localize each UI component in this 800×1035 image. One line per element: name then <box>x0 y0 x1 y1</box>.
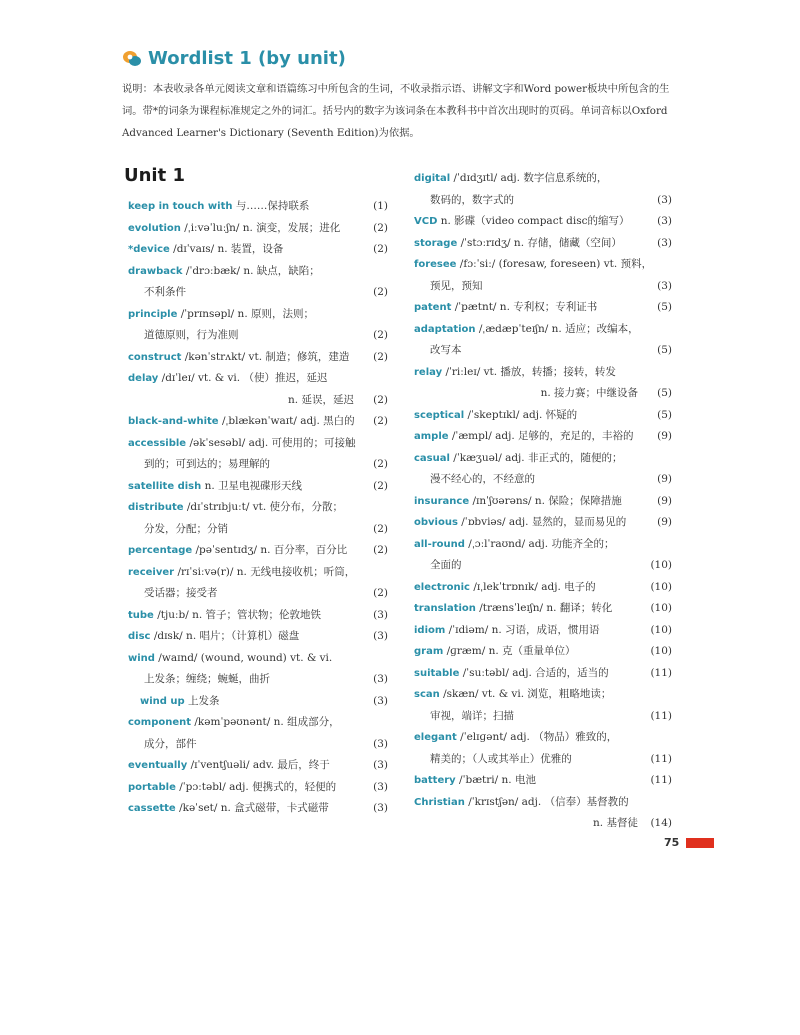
page-ref: (2) <box>373 243 388 255</box>
entry-first-line <box>128 605 388 627</box>
definition-text: 不利条件 <box>144 286 186 298</box>
page-ref: (14) <box>650 817 672 829</box>
entry-first-line <box>128 304 388 326</box>
definition-text: /kənˈstrʌkt/ vt. 制造；修筑，建造 <box>184 350 350 363</box>
page-ref: (5) <box>657 408 672 421</box>
entry-first-line <box>128 648 388 670</box>
word-entry <box>414 168 672 211</box>
definition-text: /ˌædæpˈteɪʃn/ n. 适应；改编本， <box>478 322 639 335</box>
headword: component <box>128 717 192 728</box>
definition-text: /kəmˈpəʊnənt/ n. 组成部分， <box>194 716 340 728</box>
definition-text: /ˈpætnt/ n. 专利权；专利证书 <box>454 301 598 313</box>
word-entry <box>414 770 672 792</box>
entry-first-line <box>414 362 672 384</box>
headword: VCD <box>414 216 438 227</box>
word-entry <box>414 512 672 534</box>
definition-text: 数码的，数字式的 <box>430 193 514 206</box>
page-ref: (9) <box>657 473 672 485</box>
entry-first-line <box>414 512 672 534</box>
unit-heading: Unit 1 <box>124 165 185 186</box>
word-entry <box>128 777 388 799</box>
entry-first-line <box>128 691 388 713</box>
definition-text: /ˈkrɪstʃən/ adj. （信奉）基督教的 <box>468 795 629 808</box>
definition-text: 上发条 <box>188 694 220 707</box>
headword: gram <box>414 646 444 657</box>
entry-first-line <box>414 426 672 448</box>
page-ref: (10) <box>650 559 672 571</box>
definition-text: n. 影碟（video compact disc的缩写） <box>440 215 630 227</box>
page-title <box>122 48 346 69</box>
word-entry <box>414 362 672 405</box>
headword: all-round <box>414 538 465 550</box>
word-entry <box>128 476 388 498</box>
entry-first-line <box>414 319 672 341</box>
entry-first-line <box>128 368 388 390</box>
headword: delay <box>128 373 159 384</box>
definition-text: /ɪˈventʃuəli/ adv. 最后，终于 <box>190 759 330 771</box>
word-entry <box>128 648 388 691</box>
definition-text: 受话器；接受者 <box>144 587 218 599</box>
page-ref: (3) <box>373 694 388 707</box>
headword: Christian <box>414 796 465 808</box>
definition-text: 预见，预知 <box>430 279 483 292</box>
entry-first-line <box>128 626 388 648</box>
headword: eventually <box>128 760 188 771</box>
entry-first-line <box>128 476 388 498</box>
definition-text: /ˌblækənˈwaɪt/ adj. 黑白的 <box>221 415 355 427</box>
page-ref: (5) <box>657 387 672 399</box>
entry-continuation-line <box>414 190 672 212</box>
page-marker-bar <box>686 838 714 848</box>
headword: *device <box>128 244 170 255</box>
definition-text: /ˌɔːlˈraʊnd/ adj. 功能齐全的； <box>468 537 615 550</box>
definition-text: /ɪˌlekˈtrɒnɪk/ adj. 电子的 <box>473 580 596 593</box>
entry-first-line <box>128 347 388 369</box>
entry-first-line <box>128 433 388 455</box>
word-entry <box>128 497 388 540</box>
definition-text: /ˈæmpl/ adj. 足够的，充足的，丰裕的 <box>451 430 634 442</box>
headword: principle <box>128 308 178 320</box>
headword: storage <box>414 237 458 249</box>
page-ref: (9) <box>657 430 672 442</box>
entry-continuation-line <box>128 734 388 756</box>
word-entry <box>128 304 388 347</box>
headword: obvious <box>414 517 458 528</box>
word-entry <box>414 641 672 663</box>
definition-text: /rɪˈsiːvə(r)/ n. 无线电接收机；听筒， <box>177 565 356 578</box>
definition-text: /fɔːˈsiː/ (foresaw, foreseen) vt. 预料， <box>459 258 653 270</box>
definition-text: /tjuːb/ n. 管子；管状物；伦敦地铁 <box>157 608 322 621</box>
entry-first-line <box>414 211 672 233</box>
definition-text: /ˈstɔːrɪdʒ/ n. 存储，储藏（空间） <box>460 236 622 249</box>
headword: black-and-white <box>128 416 219 427</box>
entry-continuation-line <box>414 555 672 577</box>
word-entry <box>414 620 672 642</box>
headword: foresee <box>414 259 457 270</box>
headword: elegant <box>414 732 457 743</box>
entry-first-line <box>128 196 388 218</box>
definition-text: /ˈskeptɪkl/ adj. 怀疑的 <box>467 408 578 421</box>
headword: relay <box>414 366 443 378</box>
entry-first-line <box>414 620 672 642</box>
headword: wind up <box>140 695 185 707</box>
word-entry <box>414 491 672 513</box>
entry-continuation-line <box>128 390 388 412</box>
definition-text: 漫不经心的，不经意的 <box>430 473 535 485</box>
word-entry <box>128 261 388 304</box>
definition-text: /ˈdɪdʒɪtl/ adj. 数字信息系统的， <box>453 172 608 184</box>
headword: digital <box>414 173 451 184</box>
page-ref: (3) <box>657 279 672 292</box>
headword: scan <box>414 689 440 700</box>
word-entry <box>414 727 672 770</box>
entry-first-line <box>414 641 672 663</box>
page-ref: (2) <box>373 329 388 341</box>
definition-text: n. 基督徒 <box>593 817 638 829</box>
entry-first-line <box>128 218 388 240</box>
definition-text: /ˈprɪnsəpl/ n. 原则，法则； <box>180 307 314 320</box>
word-entry <box>414 684 672 727</box>
word-entry <box>414 598 672 620</box>
page-ref: (3) <box>373 802 388 814</box>
headword: cassette <box>128 803 176 814</box>
headword: portable <box>128 781 176 793</box>
entry-continuation-line <box>128 669 388 691</box>
headword: percentage <box>128 545 193 556</box>
entry-continuation-line <box>128 519 388 541</box>
definition-text: 分发，分配；分销 <box>144 522 228 535</box>
page-ref: (2) <box>373 286 388 298</box>
headword: satellite dish <box>128 480 202 492</box>
definition-text: /skæn/ vt. & vi. 浏览，粗略地读； <box>443 688 612 700</box>
page-ref: (3) <box>373 608 388 621</box>
entry-first-line <box>128 755 388 777</box>
entry-first-line <box>128 712 388 734</box>
entry-first-line <box>414 168 672 190</box>
word-entry <box>414 254 672 297</box>
definition-text: /ˌiːvəˈluːʃn/ n. 演变，发展；进化 <box>184 221 341 234</box>
headword: wind <box>128 652 155 664</box>
headword: disc <box>128 631 151 642</box>
definition-text: 与……保持联系 <box>235 200 310 212</box>
page-ref: (11) <box>650 709 672 722</box>
definition-text: /əkˈsesəbl/ adj. 可使用的；可接触 <box>189 436 356 449</box>
entry-first-line <box>128 261 388 283</box>
headword: casual <box>414 452 450 464</box>
entry-continuation-line <box>414 276 672 298</box>
page-ref: (2) <box>373 458 388 470</box>
entry-first-line <box>414 491 672 513</box>
definition-text: /ˈpɔːtəbl/ adj. 便携式的，轻便的 <box>179 780 337 793</box>
entry-continuation-line <box>128 282 388 304</box>
definition-text: /ɪnˈʃʊərəns/ n. 保险；保障措施 <box>472 494 622 507</box>
definition-text: 精美的；（人或其举止）优雅的 <box>430 752 572 765</box>
entry-continuation-line <box>128 325 388 347</box>
word-entry <box>128 562 388 605</box>
definition-text: /ˈbætri/ n. 电池 <box>459 774 536 786</box>
page-ref: (3) <box>373 780 388 793</box>
headword: keep in touch with <box>128 201 233 212</box>
word-entry <box>128 712 388 755</box>
page-ref: (11) <box>650 774 672 786</box>
entry-continuation-line <box>414 706 672 728</box>
entry-continuation-line <box>128 454 388 476</box>
definition-text: /kəˈset/ n. 盒式磁带，卡式磁带 <box>179 802 329 814</box>
word-entry <box>128 626 388 648</box>
page-ref: (9) <box>657 516 672 528</box>
entry-first-line <box>128 497 388 519</box>
page-ref: (5) <box>657 301 672 313</box>
page-ref: (3) <box>373 737 388 750</box>
entry-first-line <box>414 534 672 556</box>
headword: adaptation <box>414 323 476 335</box>
word-entry <box>414 534 672 577</box>
page-ref: (2) <box>373 221 388 234</box>
headword: construct <box>128 351 182 363</box>
page-ref: (2) <box>373 393 388 406</box>
headword: electronic <box>414 581 470 593</box>
word-entry <box>414 426 672 448</box>
definition-text: 全面的 <box>430 559 462 571</box>
word-entry <box>128 540 388 562</box>
entry-first-line <box>414 663 672 685</box>
page-number: 75 <box>664 836 680 849</box>
entry-continuation-line <box>414 813 672 835</box>
definition-text: /waɪnd/ (wound, wound) vt. & vi. <box>158 651 333 664</box>
entry-continuation-line <box>414 469 672 491</box>
entry-continuation-line <box>414 383 672 405</box>
definition-text: /dɪˈleɪ/ vt. & vi. （使）推迟，延迟 <box>161 372 328 384</box>
word-entry <box>414 448 672 491</box>
headword: drawback <box>128 265 183 277</box>
definition-text: /ˈɒbviəs/ adj. 显然的，显而易见的 <box>461 516 627 528</box>
word-entry <box>128 239 388 261</box>
word-entry <box>128 218 388 240</box>
headword: accessible <box>128 437 187 449</box>
headword: evolution <box>128 222 181 234</box>
page-ref: (2) <box>373 350 388 363</box>
definition-text: /dɪˈstrɪbjuːt/ vt. 使分布，分散； <box>186 501 344 513</box>
word-entry <box>414 663 672 685</box>
page-ref: (11) <box>650 666 672 679</box>
definition-text: /dɪsk/ n. 唱片；（计算机）磁盘 <box>153 630 300 642</box>
entry-first-line <box>414 727 672 749</box>
headword: patent <box>414 302 452 313</box>
page-ref: (11) <box>650 752 672 765</box>
word-entry <box>128 433 388 476</box>
entry-first-line <box>414 792 672 814</box>
wordlist-right-column <box>414 168 672 835</box>
definition-text: 道德原则，行为准则 <box>144 329 239 341</box>
word-entry <box>414 319 672 362</box>
entry-first-line <box>414 598 672 620</box>
headword: translation <box>414 603 476 614</box>
word-entry <box>414 405 672 427</box>
entry-first-line <box>414 448 672 470</box>
entry-first-line <box>128 562 388 584</box>
headword: idiom <box>414 624 446 636</box>
page-ref: (3) <box>657 236 672 249</box>
page-ref: (3) <box>657 215 672 227</box>
entry-first-line <box>414 684 672 706</box>
entry-first-line <box>414 297 672 319</box>
word-entry <box>414 233 672 255</box>
page-ref: (10) <box>650 623 672 636</box>
definition-text: /pəˈsentɪdʒ/ n. 百分率，百分比 <box>195 544 348 556</box>
entry-first-line <box>414 577 672 599</box>
page-ref: (2) <box>373 415 388 427</box>
headword: ample <box>414 431 449 442</box>
headword: suitable <box>414 667 460 679</box>
entry-continuation-line <box>128 583 388 605</box>
definition-text: 成分，部件 <box>144 737 197 750</box>
entry-first-line <box>128 798 388 820</box>
word-entry <box>414 211 672 233</box>
definition-text: /dɪˈvaɪs/ n. 装置，设备 <box>173 243 284 255</box>
definition-text: /ɡræm/ n. 克（重量单位） <box>446 645 576 657</box>
page-ref: (10) <box>650 580 672 593</box>
definition-text: /ˈkæʒuəl/ adj. 非正式的，随便的； <box>453 451 623 464</box>
page-ref: (10) <box>650 602 672 614</box>
page-ref: (3) <box>657 193 672 206</box>
headword: insurance <box>414 495 470 507</box>
title-text: Wordlist 1 (by unit) <box>148 48 346 69</box>
entry-first-line <box>414 405 672 427</box>
definition-text: /ˈelɪɡənt/ adj. （物品）雅致的， <box>460 731 618 743</box>
headword: distribute <box>128 502 184 513</box>
page-ref: (3) <box>373 673 388 685</box>
entry-first-line <box>128 239 388 261</box>
page-ref: (1) <box>373 200 388 212</box>
page-ref: (5) <box>657 344 672 356</box>
word-entry <box>414 297 672 319</box>
definition-text: /trænsˈleɪʃn/ n. 翻译；转化 <box>479 602 613 614</box>
speech-bubble-icon <box>122 49 142 69</box>
page-ref: (3) <box>373 630 388 642</box>
word-entry <box>128 798 388 820</box>
word-entry <box>128 347 388 369</box>
page-ref: (2) <box>373 587 388 599</box>
intro-note: 说明：本表收录各单元阅读文章和语篇练习中所包含的生词，不收录指示语、讲解文字和Word power板块中所包含的生词。带*的词条为课程标准规定之外的词汇。括号内的数字为该词条在本教科书中首次出现时的页码。单词音标以Oxford Advanced Learner's Dictionary (Seventh Edition)为依据。 <box>122 83 670 139</box>
page-ref: (9) <box>657 494 672 507</box>
entry-continuation-line <box>414 340 672 362</box>
entry-first-line <box>128 540 388 562</box>
word-entry <box>128 605 388 627</box>
page-ref: (3) <box>373 759 388 771</box>
entry-first-line <box>414 233 672 255</box>
word-entry <box>128 755 388 777</box>
page-ref: (2) <box>373 522 388 535</box>
headword: sceptical <box>414 409 465 421</box>
word-entry <box>128 196 388 218</box>
definition-text: n. 接力赛；中继设备 <box>540 387 638 399</box>
wordlist-left-column <box>128 196 388 820</box>
definition-text: /ˈriːleɪ/ vt. 播放，转播；接转，转发 <box>445 365 616 378</box>
definition-text: n. 卫星电视碟形天线 <box>204 479 303 492</box>
definition-text: 改写本 <box>430 344 462 356</box>
headword: battery <box>414 775 456 786</box>
page-ref: (2) <box>373 479 388 492</box>
definition-text: /ˈɪdiəm/ n. 习语，成语，惯用语 <box>448 623 600 636</box>
page-ref: (2) <box>373 544 388 556</box>
definition-text: /ˈdrɔːbæk/ n. 缺点，缺陷； <box>185 264 320 277</box>
definition-text: 上发条；缠绕；蜿蜒，曲折 <box>144 673 270 685</box>
word-entry <box>414 792 672 835</box>
definition-text: n. 延误，延迟 <box>288 393 354 406</box>
entry-first-line <box>414 254 672 276</box>
definition-text: 审视，端详；扫描 <box>430 709 514 722</box>
word-entry <box>128 691 388 713</box>
page-ref: (10) <box>650 645 672 657</box>
word-entry <box>128 368 388 411</box>
word-entry <box>414 577 672 599</box>
definition-text: /ˈsuːtəbl/ adj. 合适的，适当的 <box>462 666 609 679</box>
entry-first-line <box>128 411 388 433</box>
entry-first-line <box>414 770 672 792</box>
entry-continuation-line <box>414 749 672 771</box>
headword: tube <box>128 609 154 621</box>
definition-text: 到的；可到达的；易理解的 <box>144 458 270 470</box>
word-entry <box>128 411 388 433</box>
headword: receiver <box>128 566 175 578</box>
entry-first-line <box>128 777 388 799</box>
